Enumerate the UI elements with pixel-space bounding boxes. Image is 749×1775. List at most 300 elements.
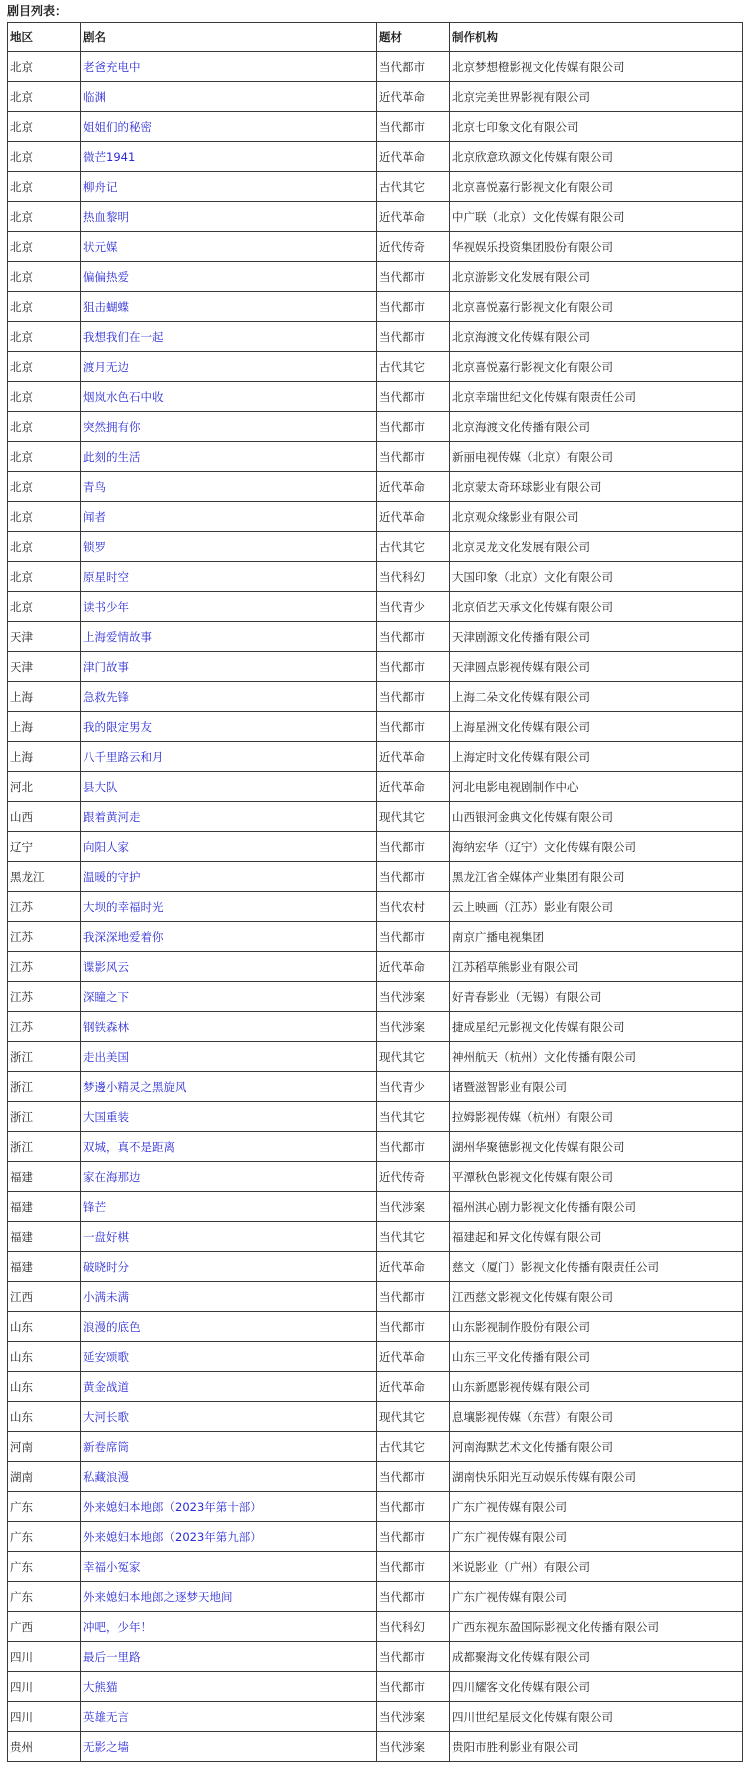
cell-region: 福建 [8,1192,81,1222]
cell-genre: 当代涉案 [377,1192,450,1222]
header-producer: 制作机构 [450,23,743,52]
table-row [8,832,743,862]
cell-region: 北京 [8,232,81,262]
table-row [8,802,743,832]
table-row [8,1072,743,1102]
cell-title [81,412,377,442]
cell-genre: 当代都市 [377,922,450,952]
drama-title-link[interactable]: 大国重装 [83,1109,129,1124]
drama-title-link[interactable]: 梦邊小精灵之黑旋风 [83,1079,187,1094]
cell-producer: 江苏稻草熊影业有限公司 [450,952,743,982]
drama-title-link[interactable]: 私藏浪漫 [83,1469,129,1484]
cell-producer: 北京喜悦嘉行影视文化有限公司 [450,352,743,382]
cell-region: 北京 [8,292,81,322]
cell-region: 山东 [8,1372,81,1402]
cell-producer: 大国印象（北京）文化有限公司 [450,562,743,592]
cell-genre: 当代都市 [377,52,450,82]
cell-producer: 诸暨滋智影业有限公司 [450,1072,743,1102]
drama-title-link[interactable]: 外来媳妇本地郎（2023年第九部） [83,1529,262,1544]
table-row [8,1252,743,1282]
cell-genre: 当代都市 [377,652,450,682]
cell-region: 广西 [8,1612,81,1642]
cell-title [81,1102,377,1132]
table-row [8,1342,743,1372]
cell-title [81,562,377,592]
table-row [8,622,743,652]
table-row [8,1462,743,1492]
cell-title [81,52,377,82]
cell-region: 浙江 [8,1042,81,1072]
drama-title-link[interactable]: 双城，真不是距离 [83,1139,175,1154]
header-region: 地区 [8,23,81,52]
drama-title-link[interactable]: 浪漫的底色 [83,1319,141,1334]
table-row [8,1402,743,1432]
cell-title [81,952,377,982]
drama-title-link[interactable]: 破晓时分 [83,1259,129,1274]
cell-region: 广东 [8,1552,81,1582]
table-row [8,922,743,952]
table-row [8,1312,743,1342]
cell-producer: 四川世纪星辰文化传媒有限公司 [450,1702,743,1732]
table-row [8,712,743,742]
drama-title-link[interactable]: 狙击蝴蝶 [83,299,129,314]
cell-genre: 当代涉案 [377,1012,450,1042]
drama-title-link[interactable]: 我深深地爱着你 [83,929,164,944]
cell-title [81,1492,377,1522]
cell-title [81,472,377,502]
cell-title [81,1222,377,1252]
cell-title [81,982,377,1012]
cell-producer: 山东三平文化传播有限公司 [450,1342,743,1372]
cell-region: 上海 [8,742,81,772]
table-row [8,82,743,112]
table-row [8,112,743,142]
cell-region: 四川 [8,1672,81,1702]
drama-title-link[interactable]: 柳舟记 [83,179,118,194]
cell-region: 北京 [8,262,81,292]
drama-title-link[interactable]: 黄金战道 [83,1379,129,1394]
cell-producer: 北京梦想橙影视文化传媒有限公司 [450,52,743,82]
table-row [8,382,743,412]
cell-producer: 河北电影电视剧制作中心 [450,772,743,802]
table-row [8,352,743,382]
cell-genre: 现代其它 [377,1042,450,1072]
cell-genre: 当代都市 [377,1642,450,1672]
drama-title-link[interactable]: 热血黎明 [83,209,129,224]
table-row [8,292,743,322]
drama-title-link[interactable]: 老爸充电中 [83,59,141,74]
cell-genre: 近代革命 [377,1342,450,1372]
table-row [8,262,743,292]
cell-genre: 古代其它 [377,1432,450,1462]
table-row [8,1132,743,1162]
cell-region: 江苏 [8,922,81,952]
cell-title [81,202,377,232]
drama-title-link[interactable]: 冲吧，少年！ [83,1619,152,1634]
table-row [8,472,743,502]
table-row [8,1552,743,1582]
cell-genre: 当代都市 [377,292,450,322]
drama-title-link[interactable]: 向阳人家 [83,839,129,854]
cell-title [81,262,377,292]
drama-title-link[interactable]: 我的限定男友 [83,719,152,734]
cell-producer: 河南海默艺术文化传播有限公司 [450,1432,743,1462]
drama-title-link[interactable]: 跟着黄河走 [83,809,141,824]
cell-producer: 福州淇心剧力影视文化传播有限公司 [450,1192,743,1222]
drama-title-link[interactable]: 大坝的幸福时光 [83,899,164,914]
cell-genre: 当代都市 [377,1672,450,1702]
cell-genre: 当代都市 [377,832,450,862]
drama-title-link[interactable]: 新卷席筒 [83,1439,129,1454]
cell-title [81,802,377,832]
cell-genre: 当代都市 [377,382,450,412]
cell-producer: 慈文（厦门）影视文化传播有限责任公司 [450,1252,743,1282]
cell-title [81,532,377,562]
cell-region: 山西 [8,802,81,832]
table-row [8,1012,743,1042]
table-row [8,1522,743,1552]
cell-title [81,1042,377,1072]
cell-region: 河北 [8,772,81,802]
drama-title-link[interactable]: 渡月无边 [83,359,129,374]
cell-region: 北京 [8,472,81,502]
cell-genre: 当代其它 [377,1222,450,1252]
cell-genre: 当代都市 [377,1282,450,1312]
drama-title-link[interactable]: 烟岚水色石中收 [83,389,164,404]
header-genre: 题材 [377,23,450,52]
cell-genre: 近代革命 [377,742,450,772]
cell-genre: 当代涉案 [377,1732,450,1762]
cell-region: 北京 [8,82,81,112]
cell-producer: 北京观众缘影业有限公司 [450,502,743,532]
cell-producer: 山西银河金典文化传媒有限公司 [450,802,743,832]
drama-title-link[interactable]: 谍影风云 [83,959,129,974]
cell-title [81,772,377,802]
cell-region: 江苏 [8,1012,81,1042]
cell-region: 北京 [8,202,81,232]
cell-region: 广东 [8,1522,81,1552]
cell-region: 天津 [8,652,81,682]
cell-genre: 当代都市 [377,1552,450,1582]
cell-region: 贵州 [8,1732,81,1762]
drama-title-link[interactable]: 温暖的守护 [83,869,141,884]
drama-title-link[interactable]: 县大队 [83,779,118,794]
cell-genre: 近代革命 [377,772,450,802]
cell-producer: 江西慈文影视文化传媒有限公司 [450,1282,743,1312]
cell-genre: 当代涉案 [377,1702,450,1732]
cell-title [81,1432,377,1462]
cell-genre: 近代传奇 [377,232,450,262]
cell-producer: 北京欣意玖源文化传媒有限公司 [450,142,743,172]
cell-title [81,1162,377,1192]
drama-title-link[interactable]: 走出美国 [83,1049,129,1064]
cell-region: 四川 [8,1642,81,1672]
cell-title [81,292,377,322]
cell-region: 北京 [8,352,81,382]
drama-title-link[interactable]: 一盘好棋 [83,1229,129,1244]
cell-genre: 当代涉案 [377,982,450,1012]
table-row [8,142,743,172]
cell-region: 浙江 [8,1132,81,1162]
cell-producer: 米说影业（广州）有限公司 [450,1552,743,1582]
cell-producer: 神州航天（杭州）文化传播有限公司 [450,1042,743,1072]
cell-title [81,922,377,952]
cell-genre: 当代都市 [377,1492,450,1522]
cell-title [81,442,377,472]
cell-genre: 当代都市 [377,1312,450,1342]
cell-region: 黑龙江 [8,862,81,892]
table-row [8,562,743,592]
cell-region: 江苏 [8,982,81,1012]
cell-region: 四川 [8,1702,81,1732]
cell-producer: 广东广视传媒有限公司 [450,1522,743,1552]
cell-genre: 当代青少 [377,592,450,622]
cell-region: 北京 [8,52,81,82]
cell-producer: 广东广视传媒有限公司 [450,1492,743,1522]
cell-producer: 四川耀客文化传媒有限公司 [450,1672,743,1702]
drama-title-link[interactable]: 闻者 [83,509,106,524]
cell-genre: 当代都市 [377,442,450,472]
cell-genre: 近代传奇 [377,1162,450,1192]
table-row [8,52,743,82]
cell-producer: 北京佰艺天承文化传媒有限公司 [450,592,743,622]
cell-title [81,1702,377,1732]
cell-producer: 北京七印象文化有限公司 [450,112,743,142]
cell-genre: 近代革命 [377,502,450,532]
cell-producer: 上海定时文化传媒有限公司 [450,742,743,772]
cell-genre: 当代都市 [377,1522,450,1552]
table-row [8,1492,743,1522]
drama-title-link[interactable]: 姐姐们的秘密 [83,119,152,134]
cell-region: 北京 [8,142,81,172]
table-row [8,172,743,202]
cell-region: 广东 [8,1582,81,1612]
cell-title [81,1252,377,1282]
cell-producer: 北京喜悦嘉行影视文化有限公司 [450,172,743,202]
cell-producer: 北京幸瑞世纪文化传媒有限责任公司 [450,382,743,412]
cell-title [81,1462,377,1492]
cell-genre: 当代科幻 [377,562,450,592]
cell-genre: 现代其它 [377,802,450,832]
cell-region: 辽宁 [8,832,81,862]
cell-region: 广东 [8,1492,81,1522]
drama-title-link[interactable]: 微芒1941 [83,149,136,164]
cell-genre: 古代其它 [377,532,450,562]
cell-region: 福建 [8,1252,81,1282]
cell-genre: 当代都市 [377,412,450,442]
cell-title [81,1582,377,1612]
drama-title-link[interactable]: 英雄无言 [83,1709,129,1724]
cell-producer: 云上映画（江苏）影业有限公司 [450,892,743,922]
cell-region: 福建 [8,1222,81,1252]
cell-region: 北京 [8,532,81,562]
cell-genre: 当代科幻 [377,1612,450,1642]
drama-title-link[interactable]: 突然拥有你 [83,419,141,434]
cell-title [81,832,377,862]
cell-region: 浙江 [8,1102,81,1132]
cell-title [81,1642,377,1672]
cell-genre: 近代革命 [377,202,450,232]
table-row [8,1192,743,1222]
cell-region: 山东 [8,1342,81,1372]
drama-title-link[interactable]: 青鸟 [83,479,106,494]
cell-producer: 湖南快乐阳光互动娱乐传媒有限公司 [450,1462,743,1492]
drama-title-link[interactable]: 津门故事 [83,659,129,674]
cell-genre: 近代革命 [377,142,450,172]
cell-title [81,352,377,382]
cell-title [81,1072,377,1102]
table-row [8,322,743,352]
drama-title-link[interactable]: 八千里路云和月 [83,749,164,764]
table-body [8,52,743,1762]
cell-producer: 北京完美世界影视有限公司 [450,82,743,112]
cell-producer: 贵阳市胜利影业有限公司 [450,1732,743,1762]
cell-genre: 近代革命 [377,472,450,502]
cell-title [81,1312,377,1342]
cell-producer: 上海二朵文化传媒有限公司 [450,682,743,712]
cell-title [81,1372,377,1402]
table-row [8,1222,743,1252]
drama-title-link[interactable]: 钢铁森林 [83,1019,129,1034]
cell-title [81,652,377,682]
cell-region: 江苏 [8,952,81,982]
cell-producer: 海纳宏华（辽宁）文化传媒有限公司 [450,832,743,862]
cell-producer: 天津圆点影视传媒有限公司 [450,652,743,682]
cell-region: 浙江 [8,1072,81,1102]
table-row [8,1732,743,1762]
cell-genre: 当代都市 [377,712,450,742]
cell-producer: 山东新愿影视传媒有限公司 [450,1372,743,1402]
drama-title-link[interactable]: 幸福小冤家 [83,1559,141,1574]
drama-title-link[interactable]: 此刻的生活 [83,449,141,464]
cell-region: 江西 [8,1282,81,1312]
drama-title-link[interactable]: 最后一里路 [83,1649,141,1664]
table-row [8,772,743,802]
drama-title-link[interactable]: 原星时空 [83,569,129,584]
cell-title [81,112,377,142]
table-row [8,1672,743,1702]
drama-title-link[interactable]: 外来媳妇本地郎（2023年第十部） [83,1499,262,1514]
cell-producer: 天津剧源文化传播有限公司 [450,622,743,652]
drama-title-link[interactable]: 临渊 [83,89,106,104]
cell-producer: 拉姆影视传媒（杭州）有限公司 [450,1102,743,1132]
cell-title [81,682,377,712]
table-row [8,1642,743,1672]
table-row [8,952,743,982]
cell-genre: 古代其它 [377,172,450,202]
drama-title-link[interactable]: 延安颂歌 [83,1349,129,1364]
cell-region: 上海 [8,682,81,712]
table-row [8,532,743,562]
table-row [8,232,743,262]
cell-genre: 当代青少 [377,1072,450,1102]
cell-region: 北京 [8,112,81,142]
cell-producer: 北京灵龙文化发展有限公司 [450,532,743,562]
cell-title [81,1012,377,1042]
drama-title-link[interactable]: 急救先锋 [83,689,129,704]
drama-title-link[interactable]: 读书少年 [83,599,129,614]
cell-region: 河南 [8,1432,81,1462]
drama-title-link[interactable]: 大河长歌 [83,1409,129,1424]
cell-title [81,322,377,352]
cell-title [81,82,377,112]
cell-genre: 当代都市 [377,322,450,352]
cell-genre: 当代都市 [377,262,450,292]
cell-genre: 当代都市 [377,1582,450,1612]
cell-title [81,1522,377,1552]
drama-title-link[interactable]: 我想我们在一起 [83,329,164,344]
cell-producer: 广西东视东盈国际影视文化传播有限公司 [450,1612,743,1642]
cell-genre: 当代都市 [377,1132,450,1162]
cell-genre: 当代都市 [377,862,450,892]
cell-region: 北京 [8,322,81,352]
cell-genre: 古代其它 [377,352,450,382]
table-caption: 剧目列表： [7,4,68,18]
drama-title-link[interactable]: 家在海那边 [83,1169,141,1184]
table-row [8,1582,743,1612]
table-row [8,862,743,892]
cell-region: 北京 [8,172,81,202]
cell-producer: 北京游影文化发展有限公司 [450,262,743,292]
drama-list-table [7,22,743,1762]
cell-title [81,1552,377,1582]
cell-title [81,1402,377,1432]
cell-title [81,142,377,172]
drama-title-link[interactable]: 深瞳之下 [83,989,129,1004]
table-row [8,442,743,472]
cell-producer: 捷成星纪元影视文化传媒有限公司 [450,1012,743,1042]
cell-producer: 息壤影视传媒（东营）有限公司 [450,1402,743,1432]
cell-producer: 湖州华聚德影视文化传媒有限公司 [450,1132,743,1162]
cell-genre: 近代革命 [377,1252,450,1282]
cell-title [81,712,377,742]
drama-title-link[interactable]: 偏偏热爱 [83,269,129,284]
cell-genre: 当代都市 [377,682,450,712]
cell-region: 北京 [8,382,81,412]
cell-genre: 当代都市 [377,1462,450,1492]
cell-region: 福建 [8,1162,81,1192]
cell-title [81,622,377,652]
cell-region: 北京 [8,502,81,532]
cell-title [81,232,377,262]
cell-producer: 广东广视传媒有限公司 [450,1582,743,1612]
cell-title [81,1612,377,1642]
drama-title-link[interactable]: 锋芒 [83,1199,106,1214]
drama-title-link[interactable]: 外来媳妇本地郎之逐梦天地间 [83,1589,233,1604]
cell-producer: 山东影视制作股份有限公司 [450,1312,743,1342]
drama-title-link[interactable]: 状元媒 [83,239,118,254]
cell-producer: 北京蒙太奇环球影业有限公司 [450,472,743,502]
table-row [8,412,743,442]
table-row [8,1432,743,1462]
table-row [8,652,743,682]
drama-title-link[interactable]: 上海爱情故事 [83,629,152,644]
cell-title [81,1132,377,1162]
cell-producer: 北京海渡文化传媒有限公司 [450,322,743,352]
cell-genre: 近代革命 [377,1372,450,1402]
cell-title [81,1192,377,1222]
drama-title-link[interactable]: 锁罗 [83,539,106,554]
cell-genre: 当代都市 [377,112,450,142]
table-row [8,1102,743,1132]
drama-title-link[interactable]: 大熊猫 [83,1679,118,1694]
cell-title [81,892,377,922]
cell-title [81,1732,377,1762]
cell-title [81,382,377,412]
drama-title-link[interactable]: 无影之墙 [83,1739,129,1754]
table-row [8,1612,743,1642]
drama-title-link[interactable]: 小满未满 [83,1289,129,1304]
